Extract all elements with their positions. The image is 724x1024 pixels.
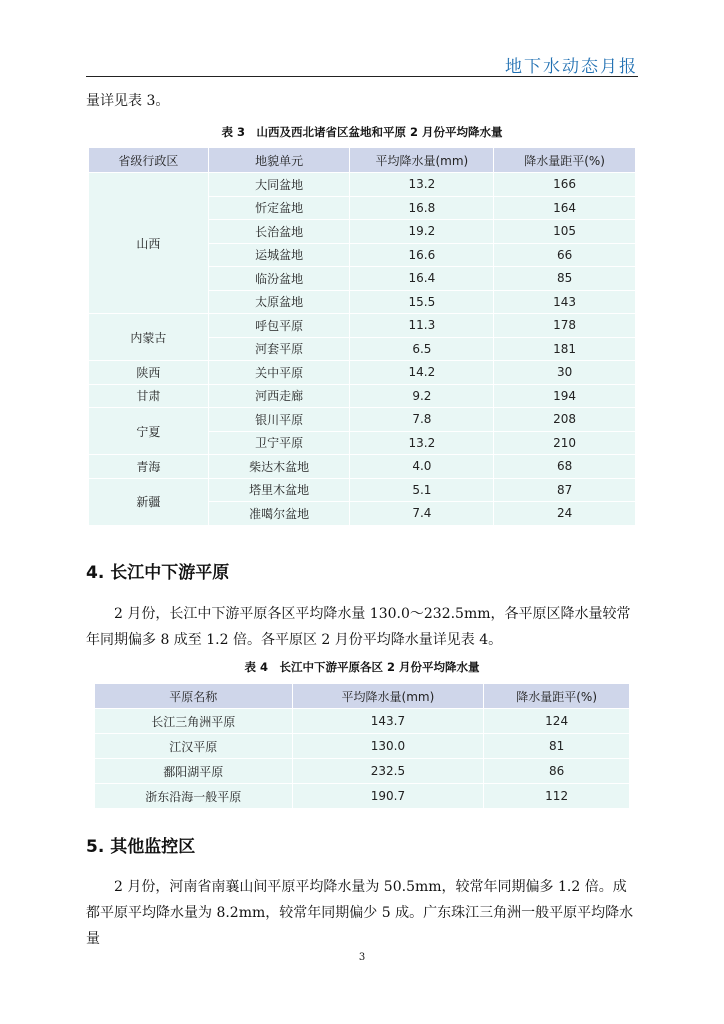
anomaly-cell: 105 bbox=[494, 220, 636, 244]
landform-cell: 临汾盆地 bbox=[208, 267, 350, 291]
avg-precip-cell: 130.0 bbox=[292, 734, 484, 759]
anomaly-cell: 87 bbox=[494, 478, 636, 502]
avg-precip-cell: 16.6 bbox=[350, 243, 494, 267]
table4-caption: 表 4 长江中下游平原各区 2 月份平均降水量 bbox=[244, 660, 480, 674]
avg-precip-cell: 13.2 bbox=[350, 173, 494, 197]
table4-header-cell: 平原名称 bbox=[95, 684, 293, 709]
anomaly-cell: 166 bbox=[494, 173, 636, 197]
section4-heading: 4. 长江中下游平原 bbox=[86, 563, 230, 583]
table-row bbox=[89, 173, 636, 197]
anomaly-cell: 124 bbox=[484, 709, 630, 734]
anomaly-cell: 24 bbox=[494, 502, 636, 526]
anomaly-cell: 81 bbox=[484, 734, 630, 759]
anomaly-cell: 194 bbox=[494, 384, 636, 408]
avg-precip-cell: 11.3 bbox=[350, 314, 494, 338]
anomaly-cell: 210 bbox=[494, 431, 636, 455]
landform-cell: 柴达木盆地 bbox=[208, 455, 350, 479]
landform-cell: 运城盆地 bbox=[208, 243, 350, 267]
avg-precip-cell: 4.0 bbox=[350, 455, 494, 479]
avg-precip-cell: 9.2 bbox=[350, 384, 494, 408]
anomaly-cell: 112 bbox=[484, 784, 630, 809]
table-row bbox=[89, 408, 636, 432]
landform-cell: 河西走廊 bbox=[208, 384, 350, 408]
table-row bbox=[89, 455, 636, 479]
table4-header-cell: 平均降水量(mm) bbox=[292, 684, 484, 709]
anomaly-cell: 208 bbox=[494, 408, 636, 432]
avg-precip-cell: 15.5 bbox=[350, 290, 494, 314]
province-cell: 甘肃 bbox=[89, 384, 209, 408]
table-row bbox=[95, 759, 630, 784]
avg-precip-cell: 143.7 bbox=[292, 709, 484, 734]
table3-precipitation-northwest bbox=[88, 147, 636, 526]
province-cell: 青海 bbox=[89, 455, 209, 479]
landform-cell: 长治盆地 bbox=[208, 220, 350, 244]
anomaly-cell: 86 bbox=[484, 759, 630, 784]
province-cell: 陕西 bbox=[89, 361, 209, 385]
landform-cell: 呼包平原 bbox=[208, 314, 350, 338]
table4-precipitation-yangtze bbox=[94, 683, 630, 809]
avg-precip-cell: 16.4 bbox=[350, 267, 494, 291]
table4-header-cell: 降水量距平(%) bbox=[484, 684, 630, 709]
section5-heading: 5. 其他监控区 bbox=[86, 837, 196, 857]
table-row bbox=[89, 361, 636, 385]
plain-name-cell: 浙东沿海一般平原 bbox=[95, 784, 293, 809]
table3-header-row bbox=[89, 148, 636, 173]
section4-paragraph: 2 月份，长江中下游平原各区平均降水量 130.0～232.5mm，各平原区降水量较常年同期偏多 8 成至 1.2 倍。各平原区 2 月份平均降水量详见表 4。 bbox=[86, 606, 631, 648]
landform-cell: 准噶尔盆地 bbox=[208, 502, 350, 526]
province-cell: 内蒙古 bbox=[89, 314, 209, 361]
section5-paragraph: 2 月份，河南省南襄山间平原平均降水量为 50.5mm，较常年同期偏多 1.2 倍。成都平原平均降水量为 8.2mm，较常年同期偏少 5 成。广东珠江三角洲一般平原平均降水量 bbox=[86, 879, 634, 947]
anomaly-cell: 68 bbox=[494, 455, 636, 479]
avg-precip-cell: 7.4 bbox=[350, 502, 494, 526]
avg-precip-cell: 232.5 bbox=[292, 759, 484, 784]
table-row bbox=[89, 384, 636, 408]
table3-header-cell: 降水量距平(%) bbox=[494, 148, 636, 173]
avg-precip-cell: 13.2 bbox=[350, 431, 494, 455]
anomaly-cell: 143 bbox=[494, 290, 636, 314]
avg-precip-cell: 5.1 bbox=[350, 478, 494, 502]
table3-header-cell: 平均降水量(mm) bbox=[350, 148, 494, 173]
running-header-title: 地下水动态月报 bbox=[505, 57, 638, 77]
anomaly-cell: 181 bbox=[494, 337, 636, 361]
anomaly-cell: 30 bbox=[494, 361, 636, 385]
province-cell: 山西 bbox=[89, 173, 209, 314]
plain-name-cell: 鄱阳湖平原 bbox=[95, 759, 293, 784]
avg-precip-cell: 14.2 bbox=[350, 361, 494, 385]
avg-precip-cell: 19.2 bbox=[350, 220, 494, 244]
landform-cell: 忻定盆地 bbox=[208, 196, 350, 220]
avg-precip-cell: 6.5 bbox=[350, 337, 494, 361]
anomaly-cell: 178 bbox=[494, 314, 636, 338]
avg-precip-cell: 190.7 bbox=[292, 784, 484, 809]
province-cell: 宁夏 bbox=[89, 408, 209, 455]
table-row bbox=[95, 784, 630, 809]
avg-precip-cell: 16.8 bbox=[350, 196, 494, 220]
table-row bbox=[95, 709, 630, 734]
landform-cell: 塔里木盆地 bbox=[208, 478, 350, 502]
anomaly-cell: 66 bbox=[494, 243, 636, 267]
intro-paragraph-tail: 量详见表 3。 bbox=[86, 93, 170, 109]
landform-cell: 大同盆地 bbox=[208, 173, 350, 197]
table3-header-cell: 省级行政区 bbox=[89, 148, 209, 173]
table-row bbox=[89, 314, 636, 338]
landform-cell: 关中平原 bbox=[208, 361, 350, 385]
plain-name-cell: 江汉平原 bbox=[95, 734, 293, 759]
avg-precip-cell: 7.8 bbox=[350, 408, 494, 432]
table-row bbox=[89, 478, 636, 502]
table3-caption: 表 3 山西及西北诸省区盆地和平原 2 月份平均降水量 bbox=[221, 125, 503, 139]
table3-header-cell: 地貌单元 bbox=[208, 148, 350, 173]
landform-cell: 河套平原 bbox=[208, 337, 350, 361]
landform-cell: 卫宁平原 bbox=[208, 431, 350, 455]
anomaly-cell: 85 bbox=[494, 267, 636, 291]
landform-cell: 太原盆地 bbox=[208, 290, 350, 314]
table-row bbox=[95, 734, 630, 759]
table4-header-row bbox=[95, 684, 630, 709]
header-divider bbox=[86, 76, 638, 77]
plain-name-cell: 长江三角洲平原 bbox=[95, 709, 293, 734]
province-cell: 新疆 bbox=[89, 478, 209, 525]
landform-cell: 银川平原 bbox=[208, 408, 350, 432]
anomaly-cell: 164 bbox=[494, 196, 636, 220]
page-number: 3 bbox=[358, 952, 366, 963]
